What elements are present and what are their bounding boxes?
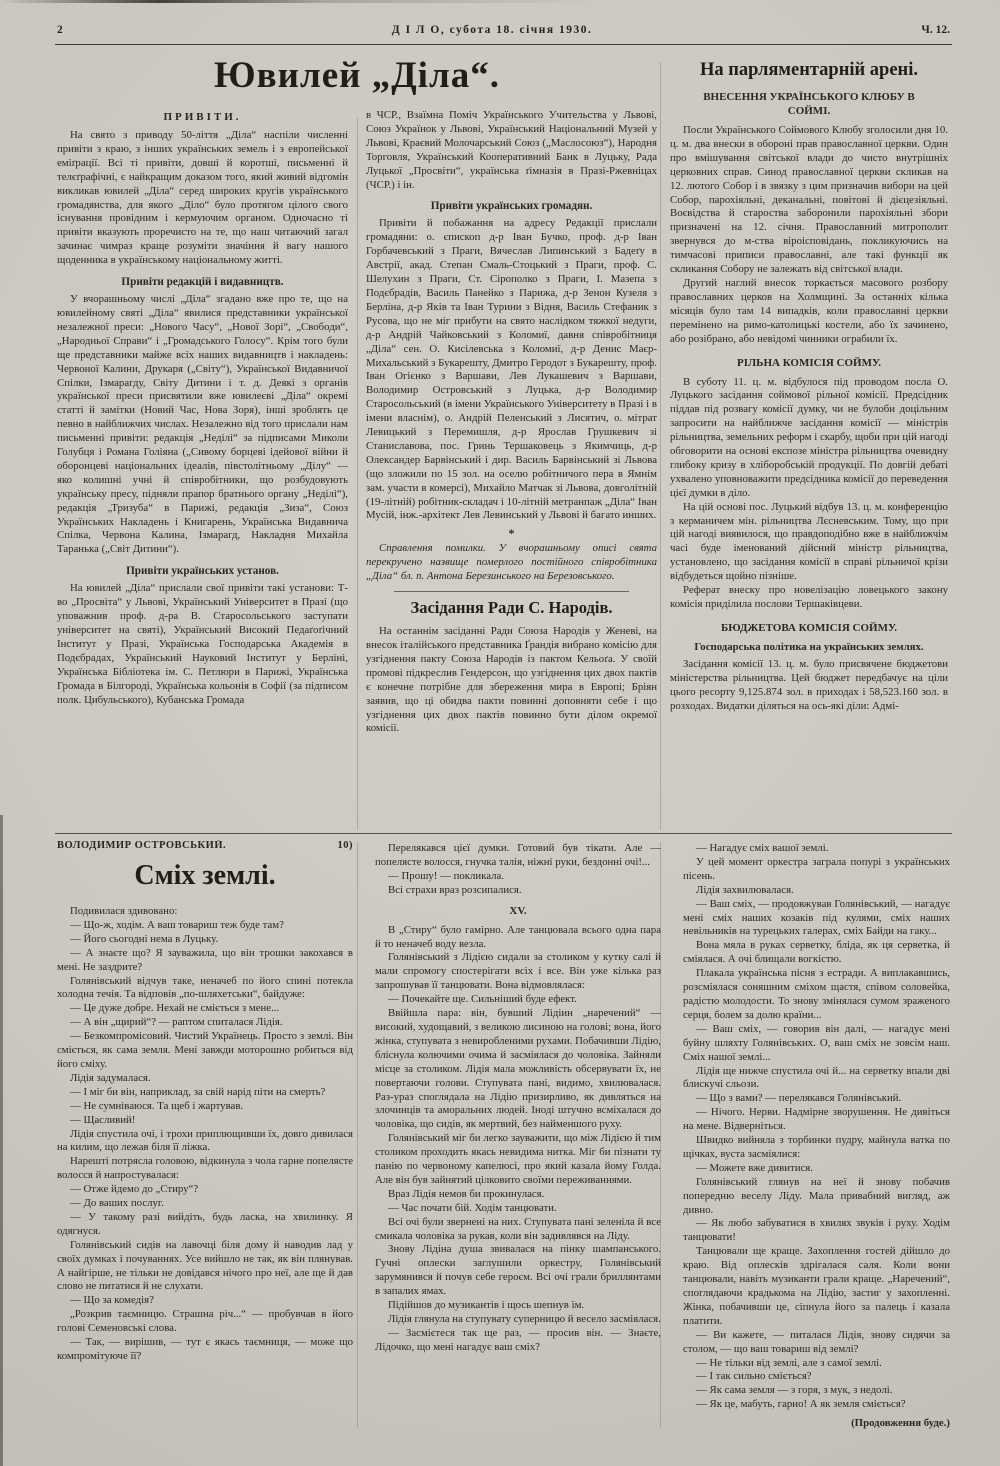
correction-note: Справлення помилки. У вчорашньому описі свята перекручено назвище померлого постійного співробітника „Діла“ бл. п. Антона Березинського на Березовського. <box>366 542 657 583</box>
story-paragraph: Подивилася здивовано: <box>70 905 178 917</box>
paragraph: В суботу 11. ц. м. відбулося під проводом посла О. Луцького засідання соймової рільної комісії. Предсідник піддав під розвагу комісії думку, чи не булоби доцільним запросити на найближче засідання комісії — міністрів рільництва, земельних реформ і скарбу, щоби при цій нагоді обговорити на основі експозе міністра рільництва очевидну глибоку кризу в хліборобській продукції. По довгій дебаті ухвалено уповноважити предсідника комісії до переведення цієї думки в діло. <box>670 375 948 499</box>
paragraph: Реферат внеску про новелізацію ловецького закону комісія приділила послови Тершаківцеви. <box>670 584 948 610</box>
parliament-title: На парляментарній арені. <box>700 60 918 80</box>
feuilleton-column-2 <box>375 840 661 1430</box>
jubilee-title: Ювилей „Діла“. <box>214 55 500 96</box>
subhead-budzhetova-komisiya: БЮДЖЕТОВА КОМІСІЯ СОЙМУ. <box>720 621 897 634</box>
paragraph: На останнім засіданні Ради Союза Народів у Женеві, на внесок італійського представника Ґрандія вибрано комісію для узгіднення пакту Союза Народів із пактом Кельоґа. У своїй промові підкреслив Гендерсон, що узгіднення цих двох пактів є конечне потрібне для збереження мира в Европі; Бріян заявив, що ці обидва пакти повинні доповняти себе і що узгіднення цих двох пактів повинно бути ділом окремої комісії. <box>366 625 657 735</box>
story-paragraph: Вона мяла в руках серветку, бліда, як ця серветка, й сміялася. А очі блищали вогкістю. <box>683 939 950 966</box>
paragraph: Другий наглий внесок торкається масового розбору православних церков на Холмщині. За останніх кілька місяців було там 14 випадків, коли православні церкви перемінено на римо-католицькі костели, або їх зачинено, або розібрано, або невідомі чинники ограбили їх. <box>670 276 948 345</box>
story-paragraph: Лідія глянула на ступувату суперницю й весело засміялася. <box>388 1313 661 1325</box>
story-paragraph: Голянівський сидів на лавочці біля дому й наводив лад у своїх думках і почуваннях. Усе вийшло не так, як він плянував. А найгірше, не тільки не довідався нічого про неї, але ще й дав слово не питатися й не слухати. <box>57 1238 353 1293</box>
story-paragraph: Перелякався цієї думки. Готовий був тікати. Але — попелясте волосся, гнучка талія, ніжні руки, бездонні очі!... <box>375 842 661 868</box>
paragraph: Посли Українського Соймового Клюбу зголосили дня 10. ц. м. два внески в обороні прав православної церкви. Один про вмішування світської влади до чисто внутрішніх церковних справ. Синод православної церкви скликав на 12. лютого Собор і в звязку з цим призначив вибори на цей Собор, парохіяльні, деканальні, повітові й дієцезіяльні. Воєвідства й староства заборонили парохіяльні збори призначені на 12. січня. Православний митрополит звернувся до м-ства віроісповідань, покликуючись на тимчасові приписи православні, але такі функції як скликання Собору не залежать від світської влади. <box>670 124 948 276</box>
story-paragraph: Лідія спустила очі, і трохи приплющивши їх, довго дивилася на килим, що лежав біля її ліжка. <box>57 1127 353 1154</box>
story-paragraph: Всі страхи враз розсипалися. <box>388 883 522 896</box>
story-text-block <box>375 924 661 1355</box>
story-paragraph: — Засмієтеся так ще раз, — просив він. — Знаєте, Лідочко, що мені нагадує ваш сміх? <box>375 1326 661 1353</box>
story-paragraph: — Що за комедія? <box>70 1294 154 1307</box>
story-text-block <box>683 842 950 1412</box>
author-byline: ВОЛОДИМИР ОСТРОВСЬКИЙ. <box>57 840 227 851</box>
story-paragraph: — Час почати бій. Ходім танцювати. <box>388 1201 557 1214</box>
story-paragraph: Всі очі були звернені на них. Ступувата пані зеленіла й все смикала чоловіка за рукав, коли він задивлявся на Ліду. <box>375 1215 661 1242</box>
section-rule <box>394 591 629 592</box>
separator-star: * <box>508 526 515 541</box>
column-rule <box>660 62 661 830</box>
story-paragraph: — Можете вже дивитися. <box>696 1161 813 1174</box>
paragraph: На ювилей „Діла“ прислали свої привіти такі установи: Т-во „Просвіта“ у Львові, Український Університет в Празі (що уповажнив проф. д-ра В. Старосольського заступати університет на святі), Український Високий Педаґоґічний Інститут у Празі, Українська Господарська Академія в Подєбрадах, Український Науковий Інститут у Берліні, Українська Бібліотека ім. С. Петлюри в Парижі, Українська Громада в Білгороді, Українська кольонія в Софії (за підписом полк. Цибульського), Кубанська Громада <box>57 582 348 706</box>
story-paragraph: Лідія захвилювалася. <box>696 883 794 896</box>
installment-number: 10) <box>337 840 353 851</box>
section-heading-ustanov: Привіти українських установ. <box>126 565 279 578</box>
story-paragraph: Враз Лідія немов би прокинулася. <box>388 1187 545 1200</box>
scan-artifact-top <box>0 0 1000 3</box>
section-heading-pryvity: ПРИВІТИ. <box>163 111 242 123</box>
story-paragraph: Лідія задумалася. <box>70 1071 151 1084</box>
story-paragraph: Голянівський відчув таке, неначеб по його спині потекла холодна течія. Та відповів „по-шляхетськи“, байдуже: <box>57 974 353 1001</box>
paragraph: Привіти й побажання на адресу Редакції прислали громадяни: о. єпископ д-р Іван Бучко, проф. д-р Іван Горбачевський з Праги, Вячеслав Липинський з Бадеґу в Австрії, акад. Степан Смаль-Стоцький з Праги, проф. С. Шелухин з Праги, Ст. Сірополко з Праги, І. Мазепа з Подєбрадів, Василь Панейко з Парижа, д-р Зенон Кузеля з Берліна, д-р Яків та Іван Турини з Відня, Василь Стефаник з Русова, що не міг прибути на свято наслідком тяжкої недуги, д-р Андрій Чайковський з Коломиї, давня співробітниця „Діла“ сен. О. Кисілевська з Коломиї, д-р Денис Маєр-Михальський з Букарешту, Дмитро Геродот з Букарешту, проф. Іван Огієнко з Варшави, Лев Лукашевич з Варшави, Володимир Островський з Луцька, д-р Володимир Старосольський (в імени Українського Університету в Празі і в імени власнім), о. Андрій Пеленський з Лисятич, о. мітрат Левицький з Перемишля, д-р Ярослав Грушкевич зі Станиславова, пос. Гринь Тершаковець з Якимчиць, д-р Олександер Барвінський і дир. Василь Барвінський зі Львова (що зложили по 15 зол. на оселю робітничого пера в Ямнім зам. участи в комерсі), Михайло Матчак зі Львова, довголітній (19-літній) робітник-складач і 10-літній метранпаж „Діла“ Іван Мусій, інж.-архітект Лев Левинський у Львові й багато инших. <box>366 217 657 522</box>
section-heading-redaktsiy: Привіти редакцій і видавництв. <box>121 276 284 289</box>
story-paragraph: — А він „щирий“? — раптом спиталася Лідія. <box>70 1016 283 1029</box>
story-paragraph: — Отже йдемо до „Стиру“? <box>70 1183 199 1196</box>
story-paragraph: — Ваш сміх, — говорив він далі, — нагадує мені буйну шляхту Голянівських. О, ваш сміх не зовсім наш. Сміх нашої землі... <box>683 1022 950 1063</box>
masthead-rule <box>55 44 952 45</box>
feuilleton-column-1 <box>57 840 353 1430</box>
story-paragraph: — Не сумніваюся. Та щеб і жартував. <box>70 1099 244 1112</box>
jubilee-column-2 <box>366 109 657 825</box>
story-paragraph: — Що-ж, ходім. А ваш товариш теж буде там? <box>70 918 284 931</box>
scan-artifact-left <box>0 815 3 1466</box>
story-paragraph: — У такому разі вийдіть, будь ласка, на хвилинку. Я одягнуся. <box>57 1210 353 1237</box>
story-paragraph: — Безкомпромісовий. Чистий Українець. Просто з землі. Він сміється, як сама земля. Мені завжди моторошно робиться від його сміху. <box>57 1030 353 1070</box>
story-paragraph: — Що з вами? — перелякався Голянівський. <box>696 1092 902 1105</box>
masthead-title: Д І Л О, субота 18. січня 1930. <box>391 24 593 36</box>
fold-rule <box>55 833 952 834</box>
subhead-vnesennya: ВНЕСЕННЯ УКРАЇНСЬКОГО КЛЮБУ В СОЙМІ. <box>703 91 915 117</box>
paragraph: На цій основі пос. Луцький відбув 13. ц. м. конференцію з керманичем мін. рільництва Лєсневським. Тому, що при цій нагоді виявилося, що правдоподібно вже в найближчім часі буде іменований дійсний міністр рільництва, установлено, що засідання комісії в справі рільничої крізи відбудеться щойно пізніше. <box>670 500 948 583</box>
story-text-block <box>57 905 353 1364</box>
paragraph: Засідання комісії 13. ц. м. було присвячене бюджетови міністерства рільництва. Цей бюджет передбачує на ціли цього ресорту 9,125.874 зол. в приходах і 58,523.160 зол. в розходах. Видатки діляться на ось-які діли: Адмі- <box>670 657 948 712</box>
story-paragraph: — Нічого. Нерви. Надмірне зворушення. Не дивіться на мене. Відверніться. <box>683 1106 950 1133</box>
subhead-rilna-komisiya: РІЛЬНА КОМІСІЯ СОЙМУ. <box>736 356 882 369</box>
story-paragraph: — Прошу! — покликала. <box>388 869 505 882</box>
story-paragraph: — Як це, мабуть, гарно! А як земля сміється? <box>696 1398 906 1411</box>
story-paragraph: — Не тільки від землі, але з самої землі. <box>696 1356 882 1369</box>
chapter-heading: XV. <box>509 904 527 917</box>
story-paragraph: — І так сильно сміється? <box>696 1370 812 1383</box>
article-parliament <box>670 60 948 832</box>
story-paragraph: Підійшов до музикантів і щось шепнув їм. <box>388 1299 585 1312</box>
masthead <box>57 24 950 36</box>
story-paragraph: — До ваших послуг. <box>70 1197 164 1210</box>
story-paragraph: Танцювали ще краще. Захоплення гостей дійшло до краю. Від оплесків здрігалася саля. Коли вони танцювали, навіть музиканти грали краще. „Наречений“, споглядаючи крадькома на Лідію, застиг у захопленні. Жінка, побачивши це, сіпнула його за палець і казала платити. <box>683 1245 950 1327</box>
story-paragraph: Ввійшла пара: він, бувший Лідіин „наречений“ — високий, худощавий, з великою лисиною на голові; вона, його жінка, ступувата з невиробленими рухами. Побачивши Лідію, бліснула колючими очима й засміялася до чоловіка. Зайняли місце за столиком. Лідія мала можливість обсервувати їх, не повертаючи голови. Ступувата пані, видимо, хвилювалася. Раз-ураз споглядала на Лідію призирливо, як дивляться на злочинців та аморальних людей. Іноді штучно всміхалася до чоловіка, що сидів, як мертвий, без найменшого руху. <box>375 1007 661 1131</box>
story-paragraph: Плакала українська пісня з естради. А виплакавшись, розсміялася соняшним сміхом щастя, співом соловейка, радістю молодости. То знову змінялася сумом зраженого серця, болем за долю країни... <box>683 967 950 1021</box>
league-article-title: Засідання Ради С. Народів. <box>410 598 613 618</box>
to-be-continued: (Продовження буде.) <box>851 1417 950 1430</box>
story-paragraph: Голянівський глянув на неї й знову побачив попередню веселу Ліду. Мала привабний вигляд, аж дивно. <box>683 1175 950 1216</box>
byline-row <box>57 840 353 851</box>
story-text-block <box>375 842 661 898</box>
section-heading-hromadyan: Привіти українських громадян. <box>430 200 593 213</box>
story-paragraph: Голянівський з Лідією сидали за столиком у кутку салі й мали спромогу спостерігати всіх і все. Він уже кілька раз запрошував її танцювати. Вона відмовлялася: <box>375 951 661 992</box>
story-paragraph: — Почекайте ще. Сильніший буде ефект. <box>388 993 577 1006</box>
story-paragraph: — Ваш сміх, — продовжував Голянівський, — нагадує мені сміх наших козаків під кулями, сміх наших невільників на турецьких галерах, сміх Байди на гаку... <box>683 897 950 938</box>
feuilleton <box>57 840 950 1430</box>
subhead-hospodarska-polityka: Господарська політика на українських землях. <box>694 640 924 653</box>
feuilleton-column-3 <box>683 840 950 1430</box>
story-paragraph: — Його сьогодні нема в Луцьку. <box>70 932 219 945</box>
issue-number: Ч. 12. <box>921 24 950 36</box>
story-title: Сміх землі. <box>134 860 276 891</box>
story-paragraph: — Щасливий! <box>70 1113 136 1126</box>
story-paragraph: — А знаєте що? Я зауважила, що він трошки закохався в мені. Не заздрите? <box>57 946 353 973</box>
page-number: 2 <box>57 24 63 36</box>
story-paragraph: Швидко вийняла з торбинки пудру, майнула ватка по щічках, вуста засміялися: <box>683 1134 950 1160</box>
story-paragraph: Лідія ще нижче спустила очі й... на серветку впали дві блискучі сльози. <box>683 1064 950 1091</box>
story-paragraph: — Так, — вирішив, — тут є якась таємниця, — може що компромітуюче її? <box>57 1336 353 1362</box>
story-paragraph: У цей момент оркестра заграла попурі з українських пісень. <box>683 855 950 882</box>
story-paragraph: — Як сама земля — з горя, з мук, з недолі. <box>696 1384 893 1397</box>
paragraph-continuation: в ЧСР., Взаїмна Поміч Українського Учительства у Львові, Союз Українок у Львові, Український Національний Музей у Львові, Краєвий Молочарський Союз („Маслосоюз“), Народня Торговля, Український Кооперативний Банк в Луцьку, Рада Луцької „Просвіти“, українська ґімназія в Празі-Ржевніцах (ЧСР.) і ін. <box>366 109 657 191</box>
story-paragraph: — Це дуже добре. Нехай не сміється з мене... <box>70 1002 280 1015</box>
column-rule <box>357 118 358 830</box>
story-paragraph: Знову Лідіна душа звивалася на пінку шампанського. Гучні оплески заглушили оркестру, Голянівський зарумянився й почув себе героєм. Всі очі грали бриллянтами в запалих ямах. <box>375 1243 661 1298</box>
story-paragraph: — І міг би він, наприклад, за свій нарід піти на смерть? <box>70 1085 326 1098</box>
story-paragraph: — Нагадує сміх вашої землі. <box>696 842 829 854</box>
story-paragraph: — Як любо забуватися в хвилях звуків і руху. Ходім танцювати! <box>683 1217 950 1244</box>
story-paragraph: Голянівський міг би легко зауважити, що між Лідією й тим столиком проходить якась невидима нитка. Міг би пізнати ту панію по червоному капелюсі, про який казала йому Голда. Але він був зайнятий цілковито своїми переживаннями. <box>375 1132 661 1186</box>
jubilee-column-1 <box>57 109 348 825</box>
paragraph: На свято з приводу 50-ліття „Діла“ наспіли численні привіти з краю, з інших українських земель і з европейської еміґрації. Всі ті привіти, довші й коротші, письменні й телєґрафічні, є найкращим доказом того, який живий відгомін викликав ювилей „Діла“ серед широких кругів українського громадянства, для якого „Діло“ було протягом цілого свого існування провідним і кермуючим органом. Одночасно ті привіти вказують проречисто на те, що наш читаючий загал зачинає чимраз краще розуміти значіння й вагу нашого щоденника в українському національному житті. <box>57 129 348 267</box>
story-paragraph: Нарешті потрясла головою, відкинула з чола гарне попелясте волосся й напростувалася: <box>57 1155 353 1182</box>
story-paragraph: В „Стиру“ було гамірно. Але танцювала всього одна пара й то неначеб воду везла. <box>375 923 661 950</box>
story-paragraph: — Ви кажете, — питалася Лідія, знову сидячи за столом, — що ваш товариш від землі? <box>683 1328 950 1355</box>
paragraph: У вчорашньому числі „Діла“ згадано вже про те, що на ювилейному святі „Діла“ явилися представники української незалежної преси: „Нового Часу“, „Нової Зорі“, „Свободи“, „Народньої Справи“ і „Громадського Голосу“. Крім того були ще представники майже всіх наших видавництв і накладень: Червоної Калини, Друкаря („Світу“), Української Видавничої Спілки, Ізмарагду, Світу Дитини і т. д. Деякі з органів української преси присвятили вже ювилеєві „Діла“ окремі статті й замітки (Новий Час, Нова Зоря), інші зроблять це певно в найближчих числах. Незалежно від того прислали нам письменні привіти: редакція „Неділі“ за підписами Миколи Голубця і Романа Голіяна („Сивому борцеві ідейової війни й оборонцеві національних ідеалів, півстолітньому „Ділу“ — яко колишні учні й співробітники, що розбудовують українську пресу, підняли прапор братнього органу „Неділі“), редакція „Тризуба“ в Парижі, редакція „Зиза“, Союз Українських Накладень і Книгарень, Українська Видавнича Спілка, Червона Калина, Ізмарагд, Накладня Михайла Таранька („Світ Дитини“). <box>57 293 348 556</box>
story-paragraph: „Розкрив таємницю. Страшна річ...“ — пробувчав в його голові Семеновські слова. <box>57 1308 353 1335</box>
